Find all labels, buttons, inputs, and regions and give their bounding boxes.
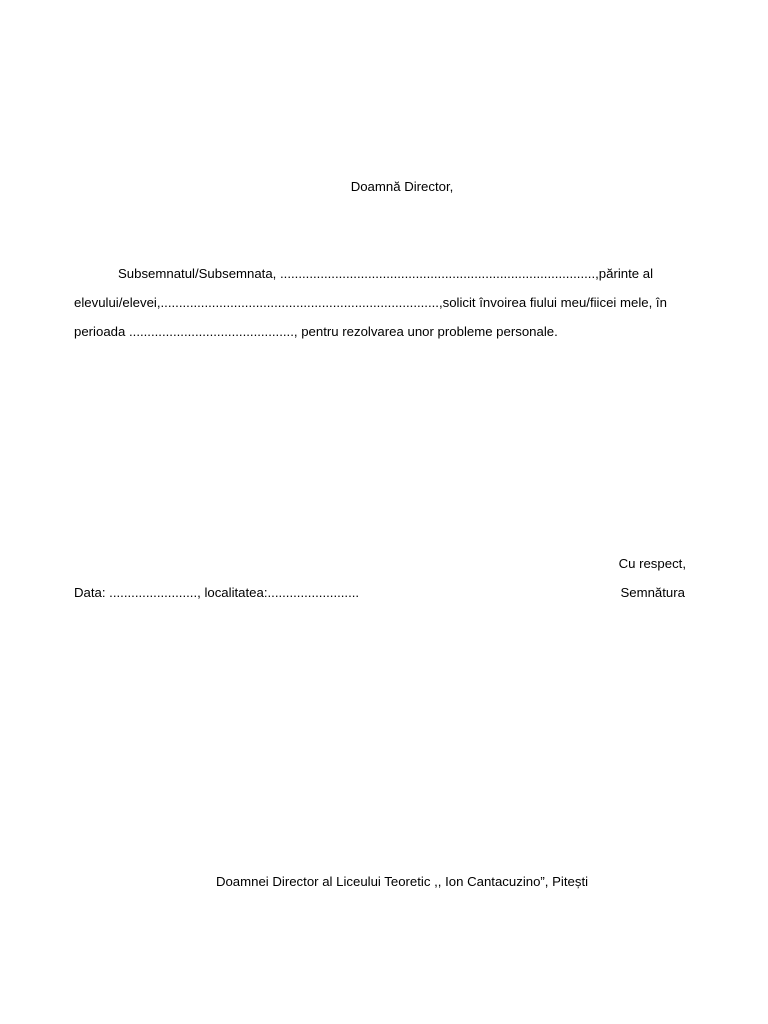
closing: Cu respect,	[618, 556, 686, 571]
body-line-3: perioada ............................................., pentru rezolvarea unor probleme personale.	[74, 324, 558, 339]
body-line-1: Subsemnatul/Subsemnata, ......................................................................................,părinte al	[118, 266, 654, 281]
addressee: Doamnei Director al Liceului Teoretic ,, Ion Cantacuzino”, Pitești	[215, 874, 589, 889]
body-line-2: elevului/elevei,............................................................................,solicit învoirea fiului meu/fiicei mele, în	[74, 295, 667, 310]
date-line: Data: ........................, localitatea:.........................	[74, 585, 360, 600]
salutation: Doamnă Director,	[350, 179, 454, 194]
signature-label: Semnătura	[620, 585, 685, 600]
